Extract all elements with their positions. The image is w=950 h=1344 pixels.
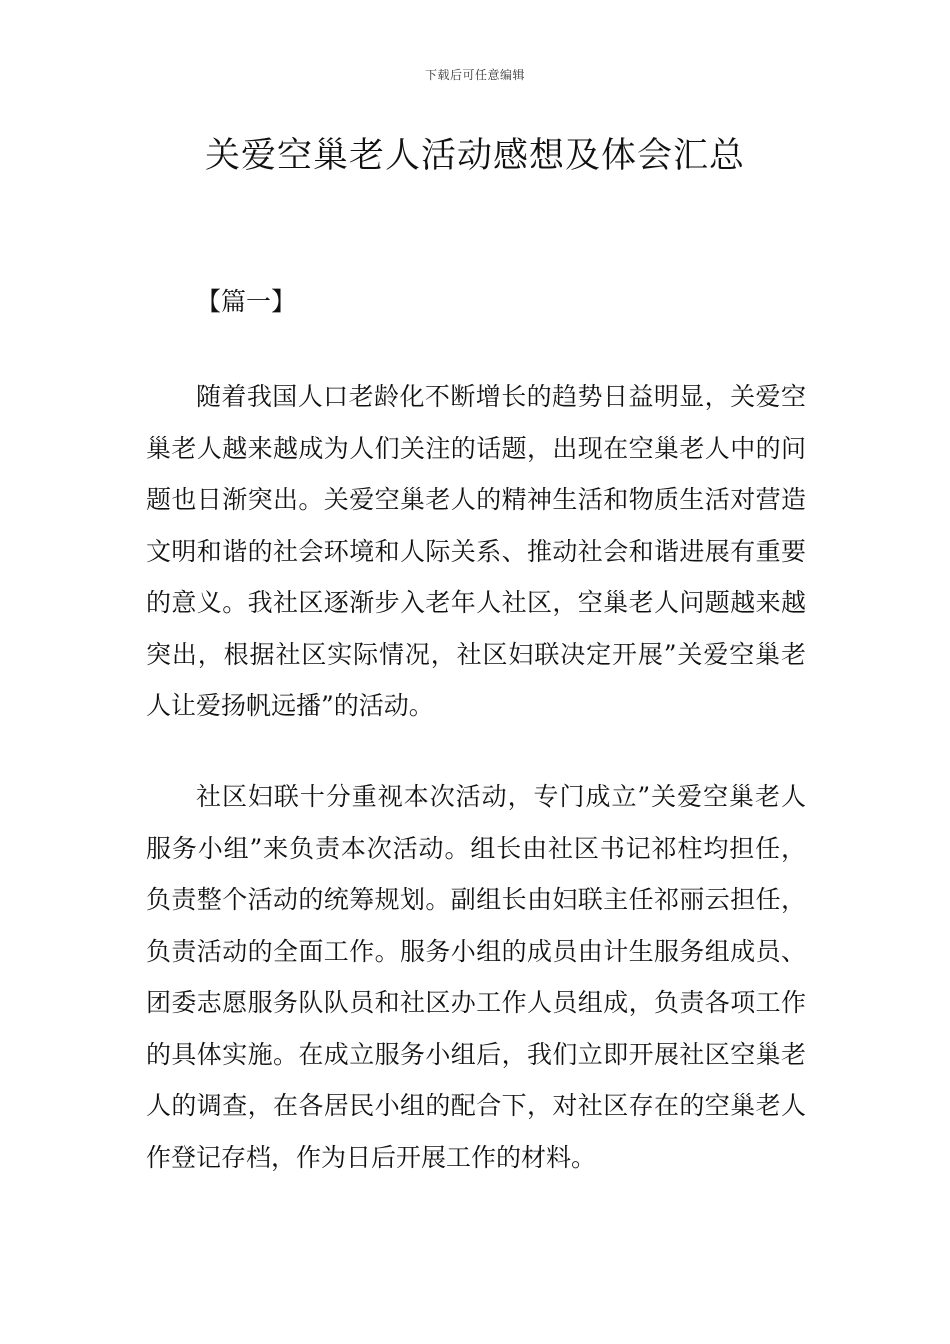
document-title: 关爱空巢老人活动感想及体会汇总 [204, 136, 745, 176]
paragraph-1: 随着我国人口老龄化不断增长的趋势日益明显，关爱空巢老人越来越成为人们关注的话题，出现在空巢老人中的问题也日渐突出。关爱空巢老人的精神生活和物质生活对营造文明和谐的社会环境和人际关系、推动社会和谐进展有重要的意义。我社区逐渐步入老年人社区，空巢老人问题越来越突出，根据社区实际情况，社区妇联决定开展”关爱空巢老人让爱扬帆远播”的活动。 [146, 382, 806, 720]
section-label: 【篇一】 [196, 287, 297, 316]
paragraph-2: 社区妇联十分重视本次活动，专门成立”关爱空巢老人服务小组”来负责本次活动。组长由社区书记祁柱均担任，负责整个活动的统筹规划。副组长由妇联主任祁丽云担任，负责活动的全面工作。服务小组的成员由计生服务组成员、团委志愿服务队队员和社区办工作人员组成，负责各项工作的具体实施。在成立服务小组后，我们立即开展社区空巢老人的调查，在各居民小组的配合下，对社区存在的空巢老人作登记存档，作为日后开展工作的材料。 [146, 782, 806, 1172]
header-note: 下载后可任意编辑 [424, 68, 525, 82]
